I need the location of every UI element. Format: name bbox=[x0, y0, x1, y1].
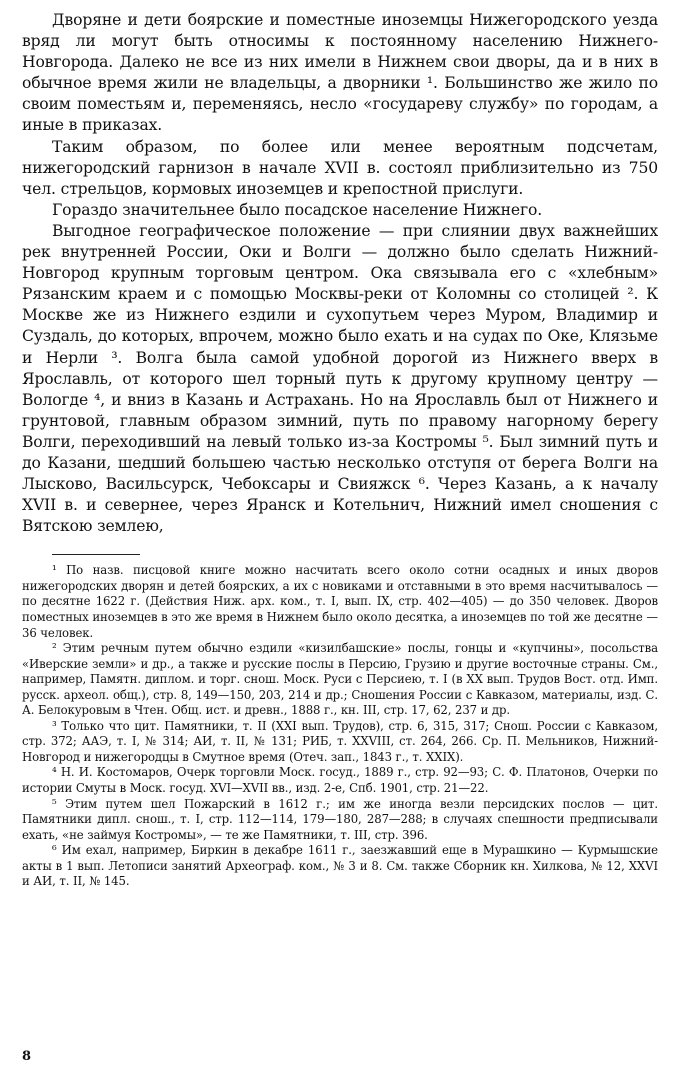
main-text bbox=[22, 10, 658, 537]
footnote: ¹ По назв. писцовой книге можно насчитать всего около сотни осадных и иных дворов нижегородских дворян и детей боярских, а их с новиками и отставными в это время насчитывалось — по десятне 1622 г. (Действия Ниж. арх. ком., т. I, вып. IX, стр. 402—405) — до 350 человек. Дворов поместных иноземцев в это же время в Нижнем было около десятка, а иноземцев по той же десятне — 36 человек. bbox=[22, 563, 658, 640]
footnote: ⁵ Этим путем шел Пожарский в 1612 г.; им же иногда везли персидских послов — цит. Памятники дипл. снош., т. I, стр. 112—114, 179—180, 287—288; в случаях спешности предписывали ехать, «не займуя Костромы», — те же Памятники, т. III, стр. 396. bbox=[22, 796, 658, 842]
footnote: ² Этим речным путем обычно ездили «кизилбашские» послы, гонцы и «купчины», посольства «Иверские земли» и др., а также и русские послы в Персию, Грузию и другие восточные страны. См., например, Памятн. диплом. и торг. снош. Моск. Руси с Персиею, т. I (в XX вып. Трудов Вост. отд. Имп. русск. археол. общ.), стр. 8, 149—150, 203, 214 и др.; Сношения России с Кавказом, материалы, изд. С. А. Белокуровым в Чтен. Общ. ист. и древн., 1888 г., кн. III, стр. 17, 62, 237 и др. bbox=[22, 641, 658, 718]
paragraph: Дворяне и дети боярские и поместные иноземцы Нижегородского уезда вряд ли могут быть относимы к постоянному населению Нижнего-Новгорода. Далеко не все из них имели в Нижнем свои дворы, да и в них в обычное время жили не владельцы, а дворники ¹. Большинство же жило по своим поместьям и, переменяясь, несло «государеву службу» по городам, а иные в приказах. bbox=[22, 11, 658, 135]
paragraph: Таким образом, по более или менее вероятным подсчетам, нижегородский гарнизон в начале XVII в. состоял приблизительно из 750 чел. стрельцов, кормовых иноземцев и крепостной прислуги. bbox=[22, 137, 658, 198]
footnote: ⁶ Им ехал, например, Биркин в декабре 1611 г., заезжавший еще в Мурашкино — Курмышские акты в 1 вып. Летописи занятий Археограф. ком., № 3 и 8. См. также Сборник кн. Хилкова, № 12, XXVI и АИ, т. II, № 145. bbox=[22, 843, 658, 889]
footnote-divider bbox=[52, 554, 140, 555]
footnote: ³ Только что цит. Памятники, т. II (XXI вып. Трудов), стр. 6, 315, 317; Снош. России с Кавказом, стр. 372; ААЭ, т. I, № 314; АИ, т. II, № 131; РИБ, т. XXVIII, ст. 264, 266. Ср. П. Мельников, Нижний-Новгород и нижегородцы в Смутное время (Отеч. зап., 1843 г., т. XXIX). bbox=[22, 718, 658, 764]
footnotes bbox=[22, 563, 658, 889]
page-number: 8 bbox=[22, 1049, 32, 1064]
paragraph: Выгодное географическое положение — при слиянии двух важнейших рек внутренней России, Оки и Волги — должно было сделать Нижний-Новгород крупным торговым центром. Ока связывала его с «хлебным» Рязанским краем и с помощью Москвы-реки от Коломны со столицей ². К Москве же из Нижнего ездили и сухопутьем через Муром, Владимир и Суздаль, до которых, впрочем, можно было ехать и на судах по Оке, Клязьме и Нерли ³. Волга была самой удобной дорогой из Нижнего вверх в Ярославль, от которого шел торный путь к другому крупному центру — Вологде ⁴, и вниз в Казань и Астрахань. Но на Ярославль был от Нижнего и грунтовой, главным образом зимний, путь по правому нагорному берегу Волги, переходивший на левый только из-за Костромы ⁵. Был зимний путь и до Казани, шедший большею частью несколько отступя от берега Волги на Лысково, Васильсурск, Чебоксары и Свияжск ⁶. Через Казань, а к началу XVII в. и севернее, через Яранск и Котельнич, Нижний имел сношения с Вятскою землею, bbox=[22, 221, 658, 536]
footnote: ⁴ Н. И. Костомаров, Очерк торговли Моск. госуд., 1889 г., стр. 92—93; С. Ф. Платонов, Очерки по истории Смуты в Моск. госуд. XVI—XVII вв., изд. 2-е, Спб. 1901, стр. 21—22. bbox=[22, 765, 658, 795]
page bbox=[22, 10, 658, 890]
paragraph: Гораздо значительнее было посадское население Нижнего. bbox=[52, 200, 543, 219]
